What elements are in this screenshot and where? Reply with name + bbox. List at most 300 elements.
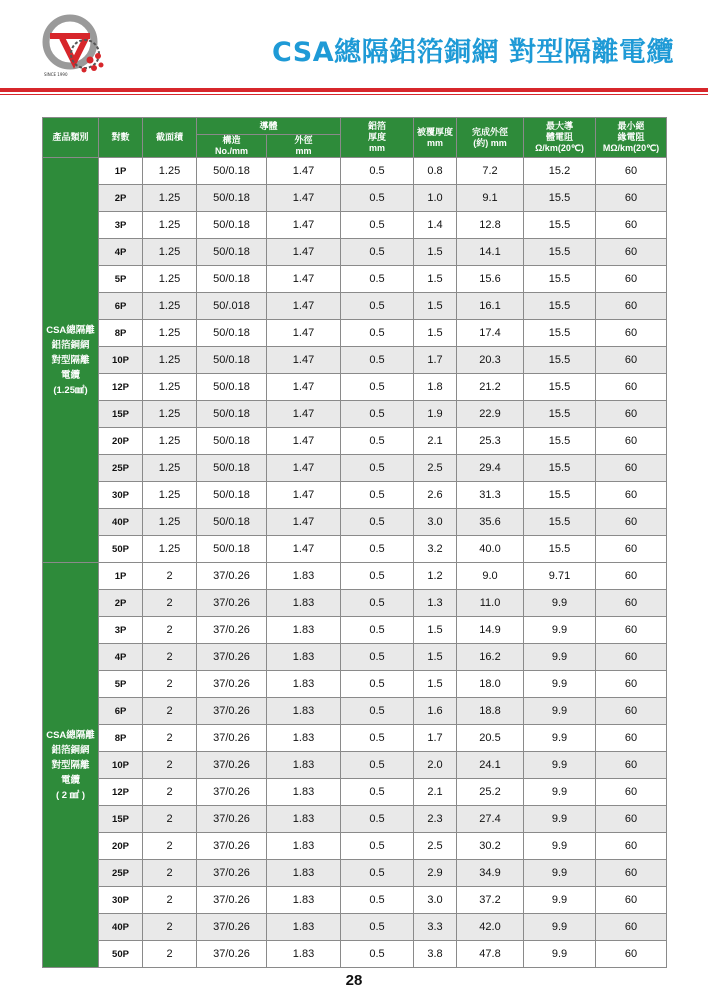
min-insulation-resistance-cell: 60 — [596, 806, 667, 833]
table-row — [43, 860, 667, 887]
pair-count-cell: 15P — [99, 401, 143, 428]
foil-thickness-cell: 0.5 — [341, 563, 414, 590]
header-foil-line2: 厚度 — [368, 132, 387, 142]
conductor-od-cell: 1.47 — [267, 320, 341, 347]
insulation-thickness-cell: 1.7 — [414, 725, 457, 752]
overall-diameter-cell: 14.1 — [457, 239, 524, 266]
conductor-od-cell: 1.47 — [267, 347, 341, 374]
construction-cell: 37/0.26 — [197, 590, 267, 617]
page-title: CSA總隔鋁箔銅網 對型隔離電纜 — [271, 37, 674, 68]
conductor-od-cell: 1.47 — [267, 401, 341, 428]
min-insulation-resistance-cell: 60 — [596, 158, 667, 185]
overall-diameter-cell: 14.9 — [457, 617, 524, 644]
insulation-thickness-cell: 1.7 — [414, 347, 457, 374]
table-row — [43, 455, 667, 482]
construction-cell: 37/0.26 — [197, 725, 267, 752]
cross-section-cell: 2 — [143, 833, 197, 860]
conductor-od-cell: 1.47 — [267, 482, 341, 509]
pair-count-cell: 50P — [99, 941, 143, 968]
header-maxres-line2: 體電阻 — [546, 132, 574, 142]
header-construction-line1: 構造 — [222, 135, 241, 145]
min-insulation-resistance-cell: 60 — [596, 536, 667, 563]
foil-thickness-cell: 0.5 — [341, 914, 414, 941]
insulation-thickness-cell: 1.8 — [414, 374, 457, 401]
page-number: 28 — [345, 972, 363, 989]
conductor-od-cell: 1.83 — [267, 860, 341, 887]
table-row — [43, 428, 667, 455]
category-line: 電纜 — [60, 369, 80, 381]
conductor-od-cell: 1.47 — [267, 158, 341, 185]
foil-thickness-cell: 0.5 — [341, 590, 414, 617]
pair-count-cell: 30P — [99, 482, 143, 509]
cross-section-cell: 2 — [143, 779, 197, 806]
cross-section-cell: 1.25 — [143, 185, 197, 212]
insulation-thickness-cell: 1.5 — [414, 644, 457, 671]
min-insulation-resistance-cell: 60 — [596, 752, 667, 779]
max-resistance-cell: 15.5 — [524, 185, 596, 212]
min-insulation-resistance-cell: 60 — [596, 401, 667, 428]
pair-count-cell: 6P — [99, 293, 143, 320]
conductor-od-cell: 1.83 — [267, 671, 341, 698]
max-resistance-cell: 15.5 — [524, 455, 596, 482]
conductor-od-cell: 1.47 — [267, 266, 341, 293]
cross-section-cell: 2 — [143, 698, 197, 725]
header-insulation-thickness — [414, 118, 457, 158]
foil-thickness-cell: 0.5 — [341, 725, 414, 752]
table-row — [43, 320, 667, 347]
category-line: 對型隔離 — [51, 759, 90, 771]
max-resistance-cell: 15.5 — [524, 509, 596, 536]
header-foil-thickness — [341, 118, 414, 158]
construction-cell: 37/0.26 — [197, 887, 267, 914]
construction-cell: 37/0.26 — [197, 752, 267, 779]
logo-text: SINCE 1990 — [44, 72, 68, 77]
min-insulation-resistance-cell: 60 — [596, 644, 667, 671]
cross-section-cell: 1.25 — [143, 293, 197, 320]
conductor-od-cell: 1.47 — [267, 239, 341, 266]
conductor-od-cell: 1.47 — [267, 212, 341, 239]
pair-count-cell: 12P — [99, 779, 143, 806]
foil-thickness-cell: 0.5 — [341, 401, 414, 428]
foil-thickness-cell: 0.5 — [341, 185, 414, 212]
company-logo — [40, 12, 108, 78]
pair-count-cell: 2P — [99, 185, 143, 212]
min-insulation-resistance-cell: 60 — [596, 860, 667, 887]
foil-thickness-cell: 0.5 — [341, 833, 414, 860]
construction-cell: 50/0.18 — [197, 158, 267, 185]
pair-count-cell: 20P — [99, 428, 143, 455]
min-insulation-resistance-cell: 60 — [596, 455, 667, 482]
min-insulation-resistance-cell: 60 — [596, 563, 667, 590]
foil-thickness-cell: 0.5 — [341, 617, 414, 644]
max-resistance-cell: 15.5 — [524, 374, 596, 401]
overall-diameter-cell: 22.9 — [457, 401, 524, 428]
foil-thickness-cell: 0.5 — [341, 266, 414, 293]
cross-section-cell: 1.25 — [143, 509, 197, 536]
max-resistance-cell: 9.9 — [524, 779, 596, 806]
insulation-thickness-cell: 1.5 — [414, 671, 457, 698]
category-line: 鋁箔銅網 — [51, 339, 90, 351]
construction-cell: 37/0.26 — [197, 644, 267, 671]
conductor-od-cell: 1.83 — [267, 833, 341, 860]
pair-count-cell: 12P — [99, 374, 143, 401]
pair-count-cell: 3P — [99, 212, 143, 239]
foil-thickness-cell: 0.5 — [341, 347, 414, 374]
insulation-thickness-cell: 1.6 — [414, 698, 457, 725]
cross-section-cell: 2 — [143, 941, 197, 968]
construction-cell: 50/.018 — [197, 293, 267, 320]
overall-diameter-cell: 24.1 — [457, 752, 524, 779]
spec-table-body — [43, 158, 667, 968]
conductor-od-cell: 1.83 — [267, 779, 341, 806]
min-insulation-resistance-cell: 60 — [596, 347, 667, 374]
header-conductor-od — [267, 135, 341, 158]
cross-section-cell: 2 — [143, 617, 197, 644]
insulation-thickness-cell: 3.3 — [414, 914, 457, 941]
overall-diameter-cell: 18.8 — [457, 698, 524, 725]
conductor-od-cell: 1.83 — [267, 941, 341, 968]
insulation-thickness-cell: 2.6 — [414, 482, 457, 509]
pair-count-cell: 8P — [99, 725, 143, 752]
conductor-od-cell: 1.83 — [267, 806, 341, 833]
construction-cell: 37/0.26 — [197, 860, 267, 887]
category-line: 鋁箔銅網 — [51, 744, 90, 756]
min-insulation-resistance-cell: 60 — [596, 212, 667, 239]
foil-thickness-cell: 0.5 — [341, 212, 414, 239]
table-row — [43, 779, 667, 806]
header-od-line2: mm — [295, 146, 312, 156]
min-insulation-resistance-cell: 60 — [596, 617, 667, 644]
conductor-od-cell: 1.47 — [267, 536, 341, 563]
foil-thickness-cell: 0.5 — [341, 779, 414, 806]
conductor-od-cell: 1.47 — [267, 428, 341, 455]
foil-thickness-cell: 0.5 — [341, 698, 414, 725]
overall-diameter-cell: 9.1 — [457, 185, 524, 212]
table-row — [43, 590, 667, 617]
pair-count-cell: 40P — [99, 914, 143, 941]
max-resistance-cell: 9.9 — [524, 698, 596, 725]
max-resistance-cell: 9.9 — [524, 752, 596, 779]
foil-thickness-cell: 0.5 — [341, 644, 414, 671]
conductor-od-cell: 1.83 — [267, 914, 341, 941]
overall-diameter-cell: 30.2 — [457, 833, 524, 860]
category-line: CSA總隔離 — [46, 729, 95, 741]
insulation-thickness-cell: 0.8 — [414, 158, 457, 185]
cross-section-cell: 1.25 — [143, 455, 197, 482]
overall-diameter-cell: 18.0 — [457, 671, 524, 698]
foil-thickness-cell: 0.5 — [341, 455, 414, 482]
table-row — [43, 941, 667, 968]
conductor-od-cell: 1.47 — [267, 185, 341, 212]
cross-section-cell: 1.25 — [143, 401, 197, 428]
max-resistance-cell: 9.71 — [524, 563, 596, 590]
max-resistance-cell: 15.5 — [524, 320, 596, 347]
max-resistance-cell: 9.9 — [524, 590, 596, 617]
overall-diameter-cell: 29.4 — [457, 455, 524, 482]
pair-count-cell: 4P — [99, 239, 143, 266]
insulation-thickness-cell: 1.9 — [414, 401, 457, 428]
min-insulation-resistance-cell: 60 — [596, 482, 667, 509]
foil-thickness-cell: 0.5 — [341, 671, 414, 698]
cross-section-cell: 1.25 — [143, 320, 197, 347]
max-resistance-cell: 9.9 — [524, 725, 596, 752]
table-row — [43, 887, 667, 914]
construction-cell: 50/0.18 — [197, 347, 267, 374]
cross-section-cell: 2 — [143, 644, 197, 671]
table-row — [43, 293, 667, 320]
spec-table — [42, 117, 667, 968]
cross-section-cell: 1.25 — [143, 482, 197, 509]
conductor-od-cell: 1.83 — [267, 563, 341, 590]
pair-count-cell: 25P — [99, 860, 143, 887]
overall-diameter-cell: 11.0 — [457, 590, 524, 617]
construction-cell: 50/0.18 — [197, 374, 267, 401]
pair-count-cell: 1P — [99, 563, 143, 590]
insulation-thickness-cell: 2.5 — [414, 455, 457, 482]
overall-diameter-cell: 47.8 — [457, 941, 524, 968]
pair-count-cell: 10P — [99, 347, 143, 374]
construction-cell: 37/0.26 — [197, 671, 267, 698]
cross-section-cell: 1.25 — [143, 347, 197, 374]
header-cross-section: 截面積 — [143, 118, 197, 158]
insulation-thickness-cell: 1.5 — [414, 320, 457, 347]
table-row — [43, 509, 667, 536]
cross-section-cell: 2 — [143, 563, 197, 590]
header-minins-line2: 緣電阻 — [617, 132, 645, 142]
conductor-od-cell: 1.47 — [267, 374, 341, 401]
category-line: (1.25㎟) — [53, 384, 88, 396]
min-insulation-resistance-cell: 60 — [596, 293, 667, 320]
construction-cell: 37/0.26 — [197, 833, 267, 860]
table-row — [43, 212, 667, 239]
pair-count-cell: 4P — [99, 644, 143, 671]
overall-diameter-cell: 12.8 — [457, 212, 524, 239]
header-foil-line1: 鋁箔 — [368, 121, 387, 131]
table-row — [43, 725, 667, 752]
header-construction-line2: No./mm — [214, 146, 248, 156]
cross-section-cell: 2 — [143, 671, 197, 698]
pair-count-cell: 5P — [99, 266, 143, 293]
table-row — [43, 698, 667, 725]
foil-thickness-cell: 0.5 — [341, 482, 414, 509]
insulation-thickness-cell: 1.0 — [414, 185, 457, 212]
pair-count-cell: 5P — [99, 671, 143, 698]
overall-diameter-cell: 7.2 — [457, 158, 524, 185]
cross-section-cell: 1.25 — [143, 536, 197, 563]
overall-diameter-cell: 37.2 — [457, 887, 524, 914]
insulation-thickness-cell: 1.5 — [414, 293, 457, 320]
category-line: 電纜 — [60, 774, 80, 786]
header-conductor: 導體 — [197, 118, 341, 135]
insulation-thickness-cell: 3.0 — [414, 509, 457, 536]
foil-thickness-cell: 0.5 — [341, 239, 414, 266]
conductor-od-cell: 1.83 — [267, 752, 341, 779]
table-row — [43, 914, 667, 941]
overall-diameter-cell: 40.0 — [457, 536, 524, 563]
max-resistance-cell: 15.5 — [524, 212, 596, 239]
header-insulation-line1: 被覆厚度 — [417, 126, 454, 137]
max-resistance-cell: 15.5 — [524, 482, 596, 509]
overall-diameter-cell: 21.2 — [457, 374, 524, 401]
construction-cell: 37/0.26 — [197, 941, 267, 968]
pair-count-cell: 20P — [99, 833, 143, 860]
pair-count-cell: 40P — [99, 509, 143, 536]
conductor-od-cell: 1.83 — [267, 644, 341, 671]
category-line: ( 2 ㎟ ) — [55, 789, 86, 801]
header-foil-line3: mm — [369, 143, 386, 153]
foil-thickness-cell: 0.5 — [341, 428, 414, 455]
pair-count-cell: 30P — [99, 887, 143, 914]
insulation-thickness-cell: 2.0 — [414, 752, 457, 779]
table-row — [43, 752, 667, 779]
pair-count-cell: 10P — [99, 752, 143, 779]
max-resistance-cell: 9.9 — [524, 644, 596, 671]
max-resistance-cell: 15.5 — [524, 266, 596, 293]
max-resistance-cell: 15.5 — [524, 239, 596, 266]
min-insulation-resistance-cell: 60 — [596, 185, 667, 212]
max-resistance-cell: 9.9 — [524, 806, 596, 833]
insulation-thickness-cell: 1.2 — [414, 563, 457, 590]
min-insulation-resistance-cell: 60 — [596, 239, 667, 266]
conductor-od-cell: 1.47 — [267, 455, 341, 482]
overall-diameter-cell: 9.0 — [457, 563, 524, 590]
min-insulation-resistance-cell: 60 — [596, 833, 667, 860]
foil-thickness-cell: 0.5 — [341, 293, 414, 320]
overall-diameter-cell: 17.4 — [457, 320, 524, 347]
max-resistance-cell: 15.5 — [524, 428, 596, 455]
max-resistance-cell: 9.9 — [524, 617, 596, 644]
insulation-thickness-cell: 1.5 — [414, 617, 457, 644]
foil-thickness-cell: 0.5 — [341, 806, 414, 833]
header-insulation-line2: mm — [427, 137, 444, 148]
min-insulation-resistance-cell: 60 — [596, 374, 667, 401]
table-row — [43, 833, 667, 860]
cross-section-cell: 1.25 — [143, 374, 197, 401]
insulation-thickness-cell: 2.9 — [414, 860, 457, 887]
min-insulation-resistance-cell: 60 — [596, 941, 667, 968]
insulation-thickness-cell: 2.3 — [414, 806, 457, 833]
min-insulation-resistance-cell: 60 — [596, 698, 667, 725]
min-insulation-resistance-cell: 60 — [596, 266, 667, 293]
construction-cell: 50/0.18 — [197, 455, 267, 482]
overall-diameter-cell: 34.9 — [457, 860, 524, 887]
pair-count-cell: 2P — [99, 590, 143, 617]
cross-section-cell: 2 — [143, 752, 197, 779]
table-row — [43, 401, 667, 428]
max-resistance-cell: 9.9 — [524, 833, 596, 860]
table-row — [43, 644, 667, 671]
insulation-thickness-cell: 1.5 — [414, 239, 457, 266]
cross-section-cell: 1.25 — [143, 158, 197, 185]
header-maxres-line3: Ω/km(20℃) — [535, 143, 584, 153]
max-resistance-cell: 15.5 — [524, 401, 596, 428]
insulation-thickness-cell: 3.0 — [414, 887, 457, 914]
foil-thickness-cell: 0.5 — [341, 320, 414, 347]
insulation-thickness-cell: 1.4 — [414, 212, 457, 239]
construction-cell: 37/0.26 — [197, 617, 267, 644]
min-insulation-resistance-cell: 60 — [596, 590, 667, 617]
cross-section-cell: 2 — [143, 914, 197, 941]
max-resistance-cell: 15.5 — [524, 347, 596, 374]
min-insulation-resistance-cell: 60 — [596, 779, 667, 806]
table-row — [43, 671, 667, 698]
foil-thickness-cell: 0.5 — [341, 860, 414, 887]
foil-thickness-cell: 0.5 — [341, 536, 414, 563]
table-row — [43, 374, 667, 401]
conductor-od-cell: 1.83 — [267, 887, 341, 914]
pair-count-cell: 15P — [99, 806, 143, 833]
construction-cell: 50/0.18 — [197, 239, 267, 266]
max-resistance-cell: 9.9 — [524, 941, 596, 968]
max-resistance-cell: 9.9 — [524, 914, 596, 941]
table-row — [43, 266, 667, 293]
construction-cell: 50/0.18 — [197, 536, 267, 563]
overall-diameter-cell: 25.3 — [457, 428, 524, 455]
min-insulation-resistance-cell: 60 — [596, 428, 667, 455]
insulation-thickness-cell: 2.5 — [414, 833, 457, 860]
construction-cell: 50/0.18 — [197, 320, 267, 347]
foil-thickness-cell: 0.5 — [341, 509, 414, 536]
header-construction — [197, 135, 267, 158]
cross-section-cell: 1.25 — [143, 428, 197, 455]
min-insulation-resistance-cell: 60 — [596, 887, 667, 914]
header-rule — [0, 88, 708, 92]
header-od-line1: 外徑 — [294, 135, 313, 145]
conductor-od-cell: 1.83 — [267, 698, 341, 725]
foil-thickness-cell: 0.5 — [341, 887, 414, 914]
max-resistance-cell: 9.9 — [524, 860, 596, 887]
pair-count-cell: 1P — [99, 158, 143, 185]
insulation-thickness-cell: 1.5 — [414, 266, 457, 293]
header-overall-line1: 完成外徑 — [472, 126, 509, 137]
overall-diameter-cell: 16.1 — [457, 293, 524, 320]
header-max-resistance — [524, 118, 596, 158]
construction-cell: 50/0.18 — [197, 185, 267, 212]
pair-count-cell: 6P — [99, 698, 143, 725]
cross-section-cell: 2 — [143, 806, 197, 833]
construction-cell: 50/0.18 — [197, 428, 267, 455]
max-resistance-cell: 9.9 — [524, 671, 596, 698]
construction-cell: 37/0.26 — [197, 806, 267, 833]
cross-section-cell: 2 — [143, 860, 197, 887]
table-row — [43, 536, 667, 563]
header-maxres-line1: 最大導 — [546, 121, 574, 131]
header-pairs: 對數 — [99, 118, 143, 158]
category-cell — [43, 563, 99, 968]
insulation-thickness-cell: 3.2 — [414, 536, 457, 563]
table-row — [43, 158, 667, 185]
overall-diameter-cell: 35.6 — [457, 509, 524, 536]
header-rule-thin — [0, 94, 708, 95]
table-row — [43, 185, 667, 212]
overall-diameter-cell: 20.3 — [457, 347, 524, 374]
construction-cell: 50/0.18 — [197, 509, 267, 536]
overall-diameter-cell: 31.3 — [457, 482, 524, 509]
overall-diameter-cell: 20.5 — [457, 725, 524, 752]
foil-thickness-cell: 0.5 — [341, 374, 414, 401]
conductor-od-cell: 1.83 — [267, 617, 341, 644]
construction-cell: 37/0.26 — [197, 563, 267, 590]
construction-cell: 50/0.18 — [197, 266, 267, 293]
insulation-thickness-cell: 2.1 — [414, 428, 457, 455]
conductor-od-cell: 1.83 — [267, 590, 341, 617]
conductor-od-cell: 1.47 — [267, 509, 341, 536]
overall-diameter-cell: 15.6 — [457, 266, 524, 293]
min-insulation-resistance-cell: 60 — [596, 320, 667, 347]
conductor-od-cell: 1.47 — [267, 293, 341, 320]
foil-thickness-cell: 0.5 — [341, 158, 414, 185]
cross-section-cell: 1.25 — [143, 212, 197, 239]
